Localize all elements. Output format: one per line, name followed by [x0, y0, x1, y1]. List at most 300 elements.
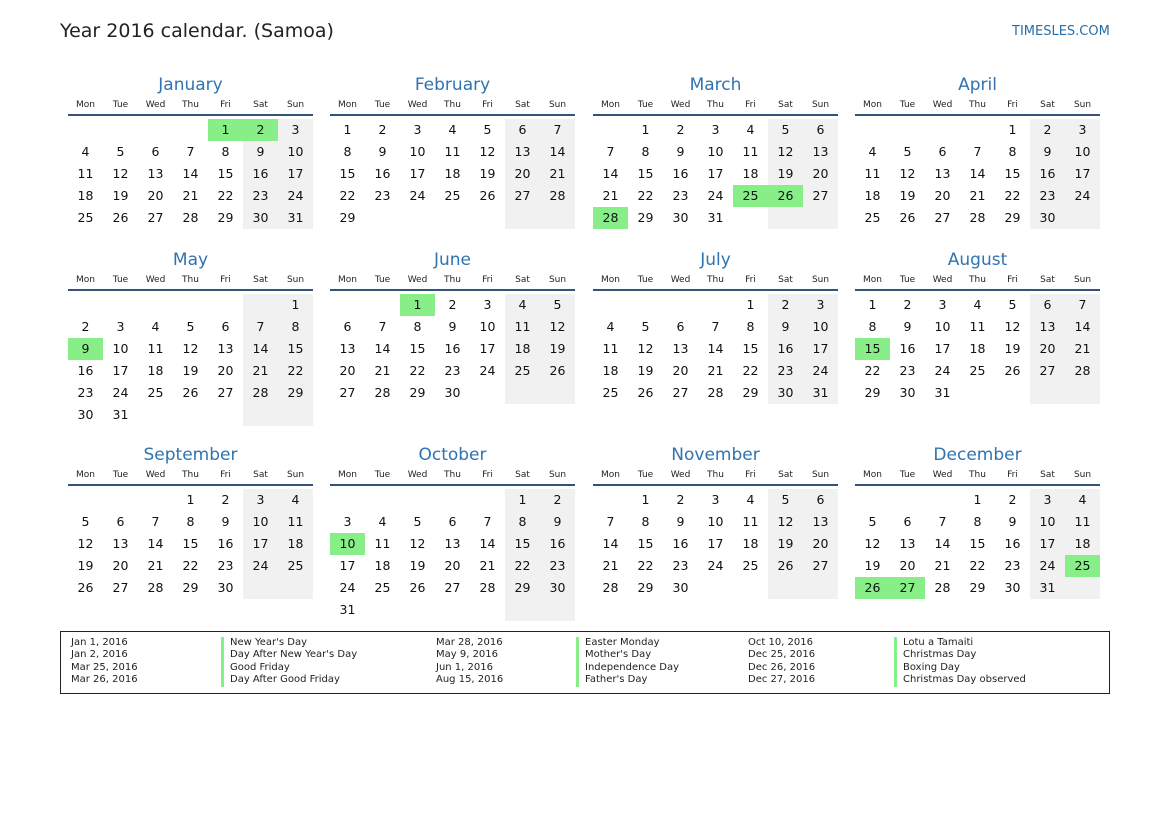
legend-date: Dec 26, 2016 [748, 661, 816, 673]
day-cell: 15 [969, 536, 986, 551]
day-cell: 18 [742, 166, 759, 181]
day-cell: 28 [1065, 360, 1100, 382]
weekday-label: Tue [112, 470, 129, 480]
day-cell: 2 [676, 492, 685, 507]
weekday-label: Tue [112, 100, 129, 110]
day-cell: 15 [1004, 166, 1021, 181]
month-title: July [700, 250, 731, 270]
weekday-label: Sat [253, 100, 268, 110]
day-cell: 24 [479, 363, 496, 378]
day-cell: 30 [444, 385, 461, 400]
day-cell: 15 [742, 341, 759, 356]
day-cell: 8 [641, 514, 650, 529]
day-cell: 5 [868, 514, 877, 529]
day-cell: 28 [969, 210, 986, 225]
weekday-label: Tue [899, 100, 916, 110]
empty-cell [1065, 382, 1100, 404]
weekday-label: Wed [145, 100, 166, 110]
legend-holiday-name: Mother's Day [576, 649, 679, 661]
day-cell: 7 [483, 514, 492, 529]
day-cell: 14 [602, 536, 619, 551]
day-cell: 28 [593, 207, 628, 229]
day-cell: 4 [746, 122, 755, 137]
weekday-label: Thu [969, 470, 986, 480]
day-cell: 1 [746, 297, 755, 312]
day-cell: 23 [768, 360, 803, 382]
legend-holiday-name: Lotu a Tamaiti [894, 637, 1026, 649]
day-cell: 9 [676, 514, 685, 529]
day-cell: 17 [934, 341, 951, 356]
day-cell: 30 [899, 385, 916, 400]
day-cell: 19 [77, 558, 94, 573]
day-cell: 20 [803, 163, 838, 185]
day-cell: 16 [444, 341, 461, 356]
empty-cell [470, 489, 505, 511]
day-cell: 30 [217, 580, 234, 595]
weekday-header [593, 274, 838, 291]
weekday-label: Mon [76, 275, 95, 285]
month-title: August [947, 250, 1008, 270]
day-cell: 28 [243, 382, 278, 404]
day-cell: 21 [479, 558, 496, 573]
day-cell: 8 [221, 144, 230, 159]
empty-cell [1065, 577, 1100, 599]
day-cell: 26 [855, 577, 890, 599]
day-cell: 18 [444, 166, 461, 181]
day-cell: 14 [602, 166, 619, 181]
day-cell: 3 [483, 297, 492, 312]
day-cell: 2 [676, 122, 685, 137]
empty-cell [960, 119, 995, 141]
day-cell: 21 [1065, 338, 1100, 360]
day-cell: 20 [444, 558, 461, 573]
month-title: October [418, 445, 487, 465]
day-cell: 12 [864, 536, 881, 551]
legend-dates-column [436, 637, 503, 687]
weekday-label: Sat [253, 470, 268, 480]
weekday-label: Sun [286, 275, 305, 285]
day-cell: 13 [505, 141, 540, 163]
day-cell: 25 [278, 555, 313, 577]
empty-cell [365, 599, 400, 621]
weekday-label: Sun [1073, 275, 1092, 285]
day-cell: 1 [186, 492, 195, 507]
day-cell: 21 [147, 558, 164, 573]
empty-cell [68, 119, 103, 141]
day-cell: 5 [1008, 297, 1017, 312]
empty-cell [68, 489, 103, 511]
month-october [330, 444, 575, 621]
day-cell: 11 [77, 166, 94, 181]
weekday-label: Tue [374, 100, 391, 110]
day-cell: 31 [803, 382, 838, 404]
day-cell: 5 [768, 489, 803, 511]
day-cell: 3 [938, 297, 947, 312]
day-cell: 26 [112, 210, 129, 225]
day-cell: 20 [803, 533, 838, 555]
holiday-legend [60, 631, 1110, 694]
day-cell: 14 [969, 166, 986, 181]
day-cell: 1 [400, 294, 435, 316]
day-cell: 6 [676, 319, 685, 334]
weekday-label: Wed [670, 275, 691, 285]
day-cell: 29 [637, 210, 654, 225]
day-cell: 25 [864, 210, 881, 225]
day-cell: 11 [864, 166, 881, 181]
day-cell: 28 [934, 580, 951, 595]
weekday-label: Sat [778, 275, 793, 285]
day-cell: 7 [606, 514, 615, 529]
empty-cell [365, 207, 400, 229]
empty-cell [208, 294, 243, 316]
month-november [593, 444, 838, 599]
weekday-label: Fri [482, 470, 493, 480]
day-cell: 7 [606, 144, 615, 159]
weekday-label: Wed [932, 100, 953, 110]
empty-cell [505, 382, 540, 404]
day-cell: 27 [890, 577, 925, 599]
day-cell: 8 [413, 319, 422, 334]
day-cell: 10 [707, 514, 724, 529]
day-cell: 27 [672, 385, 689, 400]
day-cell: 12 [479, 144, 496, 159]
day-cell: 19 [768, 163, 803, 185]
day-cell: 20 [147, 188, 164, 203]
day-cell: 4 [1065, 489, 1100, 511]
weekday-label: Thu [182, 100, 199, 110]
weekday-label: Mon [601, 275, 620, 285]
weekday-label: Tue [899, 275, 916, 285]
day-cell: 6 [448, 514, 457, 529]
month-may [68, 249, 313, 426]
day-cell: 28 [374, 385, 391, 400]
day-grid [68, 119, 313, 229]
day-cell: 8 [973, 514, 982, 529]
empty-cell [435, 489, 470, 511]
day-cell: 10 [409, 144, 426, 159]
weekday-label: Wed [407, 100, 428, 110]
day-cell: 20 [505, 163, 540, 185]
weekday-label: Mon [863, 275, 882, 285]
month-february [330, 74, 575, 229]
day-cell: 21 [602, 188, 619, 203]
day-cell: 5 [768, 119, 803, 141]
day-cell: 15 [339, 166, 356, 181]
day-cell: 6 [903, 514, 912, 529]
day-cell: 7 [711, 319, 720, 334]
day-cell: 23 [444, 363, 461, 378]
day-cell: 9 [448, 319, 457, 334]
day-cell: 26 [409, 580, 426, 595]
legend-dates-column [748, 637, 815, 687]
day-cell: 12 [112, 166, 129, 181]
day-cell: 24 [707, 188, 724, 203]
weekday-label: Wed [407, 275, 428, 285]
day-cell: 1 [973, 492, 982, 507]
empty-cell [470, 599, 505, 621]
day-cell: 23 [243, 185, 278, 207]
day-cell: 7 [938, 514, 947, 529]
day-cell: 13 [672, 341, 689, 356]
day-cell: 16 [217, 536, 234, 551]
day-cell: 27 [934, 210, 951, 225]
day-cell: 26 [899, 210, 916, 225]
weekday-header [593, 469, 838, 486]
day-cell: 18 [77, 188, 94, 203]
weekday-label: Mon [76, 100, 95, 110]
day-cell: 9 [676, 144, 685, 159]
day-cell: 15 [637, 166, 654, 181]
day-cell: 8 [186, 514, 195, 529]
day-cell: 29 [864, 385, 881, 400]
day-cell: 2 [768, 294, 803, 316]
day-grid [330, 294, 575, 404]
day-cell: 23 [1030, 185, 1065, 207]
day-cell: 18 [374, 558, 391, 573]
day-cell: 22 [742, 363, 759, 378]
day-grid [855, 489, 1100, 599]
day-grid [593, 489, 838, 599]
weekday-label: Sat [515, 470, 530, 480]
day-cell: 22 [637, 188, 654, 203]
day-cell: 5 [641, 319, 650, 334]
day-cell: 2 [540, 489, 575, 511]
day-cell: 11 [278, 511, 313, 533]
day-cell: 8 [505, 511, 540, 533]
month-april [855, 74, 1100, 229]
legend-holiday-name: Boxing Day [894, 662, 1026, 674]
empty-cell [243, 577, 278, 599]
day-cell: 15 [182, 536, 199, 551]
day-cell: 24 [339, 580, 356, 595]
day-cell: 24 [707, 558, 724, 573]
day-cell: 2 [378, 122, 387, 137]
legend-names-column [576, 637, 679, 687]
legend-date: Jun 1, 2016 [436, 661, 493, 673]
month-september [68, 444, 313, 599]
empty-cell [1030, 382, 1065, 404]
day-cell: 19 [899, 188, 916, 203]
day-cell: 21 [969, 188, 986, 203]
day-cell: 14 [1065, 316, 1100, 338]
empty-cell [365, 489, 400, 511]
day-cell: 29 [1004, 210, 1021, 225]
weekday-label: Fri [220, 275, 231, 285]
empty-cell [103, 294, 138, 316]
day-cell: 22 [217, 188, 234, 203]
weekday-header [68, 99, 313, 116]
day-cell: 19 [637, 363, 654, 378]
day-cell: 12 [409, 536, 426, 551]
day-cell: 11 [147, 341, 164, 356]
legend-names-column [894, 637, 1026, 687]
day-cell: 3 [711, 492, 720, 507]
day-cell: 26 [637, 385, 654, 400]
day-cell: 2 [243, 119, 278, 141]
weekday-label: Sat [1040, 470, 1055, 480]
day-cell: 26 [540, 360, 575, 382]
weekday-label: Sat [1040, 100, 1055, 110]
day-cell: 23 [1004, 558, 1021, 573]
day-cell: 9 [243, 141, 278, 163]
day-cell: 17 [479, 341, 496, 356]
empty-cell [995, 382, 1030, 404]
day-cell: 18 [1065, 533, 1100, 555]
legend-holiday-name: Christmas Day [894, 649, 1026, 661]
empty-cell [173, 294, 208, 316]
weekday-label: Mon [76, 470, 95, 480]
day-cell: 3 [116, 319, 125, 334]
day-cell: 23 [374, 188, 391, 203]
weekday-header [855, 469, 1100, 486]
day-cell: 5 [483, 122, 492, 137]
weekday-label: Fri [745, 275, 756, 285]
month-title: May [172, 250, 209, 270]
day-cell: 10 [707, 144, 724, 159]
weekday-label: Sun [548, 275, 567, 285]
day-cell: 6 [151, 144, 160, 159]
day-cell: 5 [413, 514, 422, 529]
day-cell: 24 [1030, 555, 1065, 577]
weekday-label: Wed [932, 275, 953, 285]
day-cell: 10 [330, 533, 365, 555]
day-cell: 12 [899, 166, 916, 181]
weekday-label: Mon [338, 470, 357, 480]
weekday-header [593, 99, 838, 116]
month-july [593, 249, 838, 404]
day-cell: 25 [374, 580, 391, 595]
day-cell: 25 [733, 185, 768, 207]
day-cell: 11 [969, 319, 986, 334]
day-cell: 13 [339, 341, 356, 356]
month-december [855, 444, 1100, 599]
day-cell: 24 [409, 188, 426, 203]
empty-cell [540, 599, 575, 621]
day-cell: 29 [278, 382, 313, 404]
day-cell: 22 [1004, 188, 1021, 203]
empty-cell [243, 404, 278, 426]
day-cell: 25 [444, 188, 461, 203]
day-cell: 7 [243, 316, 278, 338]
weekday-label: Thu [444, 100, 461, 110]
empty-cell [768, 577, 803, 599]
weekday-label: Fri [220, 470, 231, 480]
day-cell: 16 [243, 163, 278, 185]
day-cell: 3 [711, 122, 720, 137]
day-cell: 11 [742, 144, 759, 159]
weekday-label: Fri [1007, 470, 1018, 480]
empty-cell [505, 207, 540, 229]
weekday-header [330, 469, 575, 486]
day-cell: 8 [868, 319, 877, 334]
legend-holiday-name: Independence Day [576, 662, 679, 674]
day-cell: 10 [934, 319, 951, 334]
day-cell: 21 [182, 188, 199, 203]
day-cell: 13 [934, 166, 951, 181]
weekday-label: Thu [969, 275, 986, 285]
day-cell: 30 [77, 407, 94, 422]
day-cell: 3 [1065, 119, 1100, 141]
empty-cell [400, 599, 435, 621]
day-cell: 12 [77, 536, 94, 551]
day-cell: 3 [278, 119, 313, 141]
day-cell: 17 [1065, 163, 1100, 185]
day-grid [855, 294, 1100, 404]
day-cell: 12 [540, 316, 575, 338]
day-cell: 2 [448, 297, 457, 312]
day-cell: 18 [864, 188, 881, 203]
empty-cell [890, 119, 925, 141]
empty-cell [698, 577, 733, 599]
empty-cell [138, 404, 173, 426]
weekday-label: Thu [707, 100, 724, 110]
day-cell: 10 [1065, 141, 1100, 163]
day-grid [330, 119, 575, 229]
day-cell: 29 [339, 210, 356, 225]
day-cell: 28 [479, 580, 496, 595]
empty-cell [890, 489, 925, 511]
day-cell: 26 [768, 555, 803, 577]
day-cell: 2 [221, 492, 230, 507]
day-cell: 19 [182, 363, 199, 378]
day-grid [330, 489, 575, 621]
weekday-label: Sun [548, 100, 567, 110]
day-cell: 13 [899, 536, 916, 551]
day-cell: 3 [343, 514, 352, 529]
day-cell: 26 [1004, 363, 1021, 378]
day-cell: 9 [768, 316, 803, 338]
day-cell: 18 [602, 363, 619, 378]
weekday-header [855, 99, 1100, 116]
brand-link[interactable]: TIMESLES.COM [1012, 24, 1110, 39]
day-cell: 16 [768, 338, 803, 360]
day-cell: 6 [803, 489, 838, 511]
month-title: December [933, 445, 1022, 465]
day-cell: 18 [278, 533, 313, 555]
weekday-label: Sat [515, 100, 530, 110]
day-cell: 6 [803, 119, 838, 141]
empty-cell [733, 577, 768, 599]
day-cell: 3 [243, 489, 278, 511]
day-cell: 30 [672, 580, 689, 595]
weekday-label: Fri [482, 275, 493, 285]
weekday-header [68, 274, 313, 291]
day-cell: 15 [637, 536, 654, 551]
day-cell: 11 [374, 536, 391, 551]
day-cell: 12 [768, 141, 803, 163]
day-cell: 25 [602, 385, 619, 400]
day-cell: 25 [742, 558, 759, 573]
day-cell: 16 [672, 166, 689, 181]
empty-cell [400, 207, 435, 229]
legend-holiday-name: Day After New Year's Day [221, 649, 357, 661]
day-cell: 24 [243, 555, 278, 577]
legend-holiday-name: Good Friday [221, 662, 357, 674]
empty-cell [470, 382, 505, 404]
day-cell: 21 [374, 363, 391, 378]
weekday-label: Sat [1040, 275, 1055, 285]
months-grid [68, 74, 1102, 617]
legend-holiday-name: Father's Day [576, 674, 679, 686]
day-cell: 27 [803, 185, 838, 207]
day-cell: 30 [768, 382, 803, 404]
weekday-label: Tue [637, 100, 654, 110]
day-cell: 20 [1030, 338, 1065, 360]
day-cell: 15 [505, 533, 540, 555]
day-cell: 20 [899, 558, 916, 573]
day-cell: 2 [903, 297, 912, 312]
empty-cell [400, 489, 435, 511]
